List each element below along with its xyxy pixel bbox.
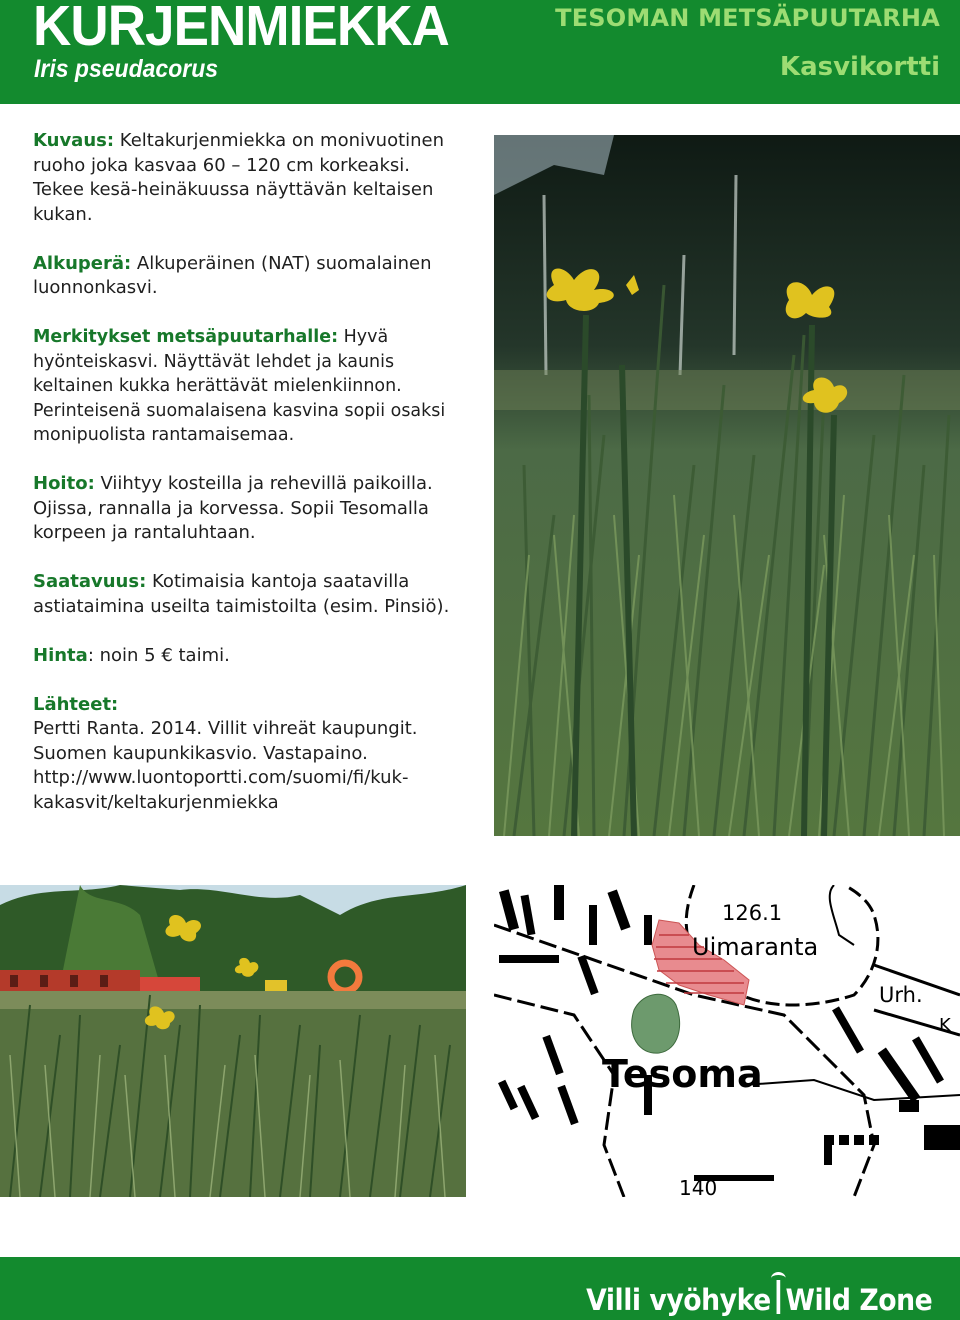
- logo-text-left: Villi vyöhyke: [585, 1283, 771, 1317]
- source-line: Pertti Ranta. 2014. Villit vihreät kaupungit.: [33, 718, 418, 739]
- map-label-area: Tesoma: [602, 1052, 763, 1096]
- section-kuvaus: [33, 129, 463, 227]
- section-label: Saatavuus:: [33, 571, 147, 592]
- section-text: Keltakurjenmiekka on monivuotinen ruoho joka kasvaa 60 – 120 cm korkeaksi. Tekee kesä-heinäkuussa näyttävän keltaisen kukan.: [33, 130, 445, 225]
- section-label: Hoito:: [33, 473, 95, 494]
- section-hinta: [33, 644, 463, 669]
- section-text: Kotimaisia kantoja saatavilla astiataimina useilta taimistoilta (esim. Pinsiö).: [33, 571, 450, 617]
- map-label-beach: Uimaranta: [692, 933, 819, 961]
- section-hoito: [33, 472, 463, 546]
- section-text: Viihtyy kosteilla ja rehevillä paikoilla. Ojissa, rannalla ja korvessa. Sopii Tesomalla korpeen ja rantaluhtaan.: [33, 473, 433, 543]
- section-label: Alkuperä:: [33, 252, 132, 274]
- footer-bar: [0, 1257, 960, 1320]
- section-label: Kuvaus:: [33, 130, 115, 151]
- section-lahteet: [33, 693, 463, 816]
- section-text: Hyvä hyönteiskasvi. Näyttävät lehdet ja kaunis keltainen kukka herättävät mielenkiinnon. Perinteisenä suomalaisena kasvina sopii osaksi monipuolista rantamaisemaa.: [33, 326, 446, 445]
- section-label: Lähteet:: [33, 693, 119, 715]
- map-label-edge: K: [939, 1015, 951, 1036]
- source-link[interactable]: http://www.luontoportti.com/suomi/fi/kuk-: [33, 767, 409, 788]
- section-merkitykset: [33, 325, 465, 448]
- latin-name: Iris pseudacorus: [34, 55, 219, 83]
- logo-divider-icon: [776, 1280, 780, 1314]
- section-label: Merkitykset metsäpuutarhalle:: [33, 326, 339, 347]
- map-label-sports: Urh.: [879, 983, 923, 1007]
- source-line: Suomen kaupunkikasvio. Vastapaino.: [33, 742, 368, 764]
- secondary-photo: [0, 885, 466, 1197]
- header-bar: [0, 0, 960, 104]
- location-map: [494, 885, 960, 1197]
- logo-text-right: Wild Zone: [785, 1283, 932, 1317]
- section-alkupera: [33, 252, 463, 301]
- organization-name: TESOMAN METSÄPUUTARHA: [555, 4, 940, 32]
- map-label-elevation: 126.1: [722, 901, 783, 925]
- main-photo: [494, 135, 960, 836]
- section-saatavuus: [33, 570, 463, 619]
- villi-vyohyke-logo: [586, 1277, 932, 1317]
- map-label-bottom: 140: [679, 1176, 718, 1197]
- description-column: [33, 129, 463, 840]
- source-link[interactable]: kakasvit/keltakurjenmiekka: [33, 791, 279, 813]
- page-title: KURJENMIEKKA: [33, 0, 449, 58]
- section-label: Hinta: [33, 644, 88, 666]
- card-type: Kasvikortti: [779, 52, 940, 82]
- section-text: : noin 5 € taimi.: [87, 644, 230, 666]
- section-text: Alkuperäinen (NAT) suomalainen luonnonkasvi.: [33, 252, 432, 298]
